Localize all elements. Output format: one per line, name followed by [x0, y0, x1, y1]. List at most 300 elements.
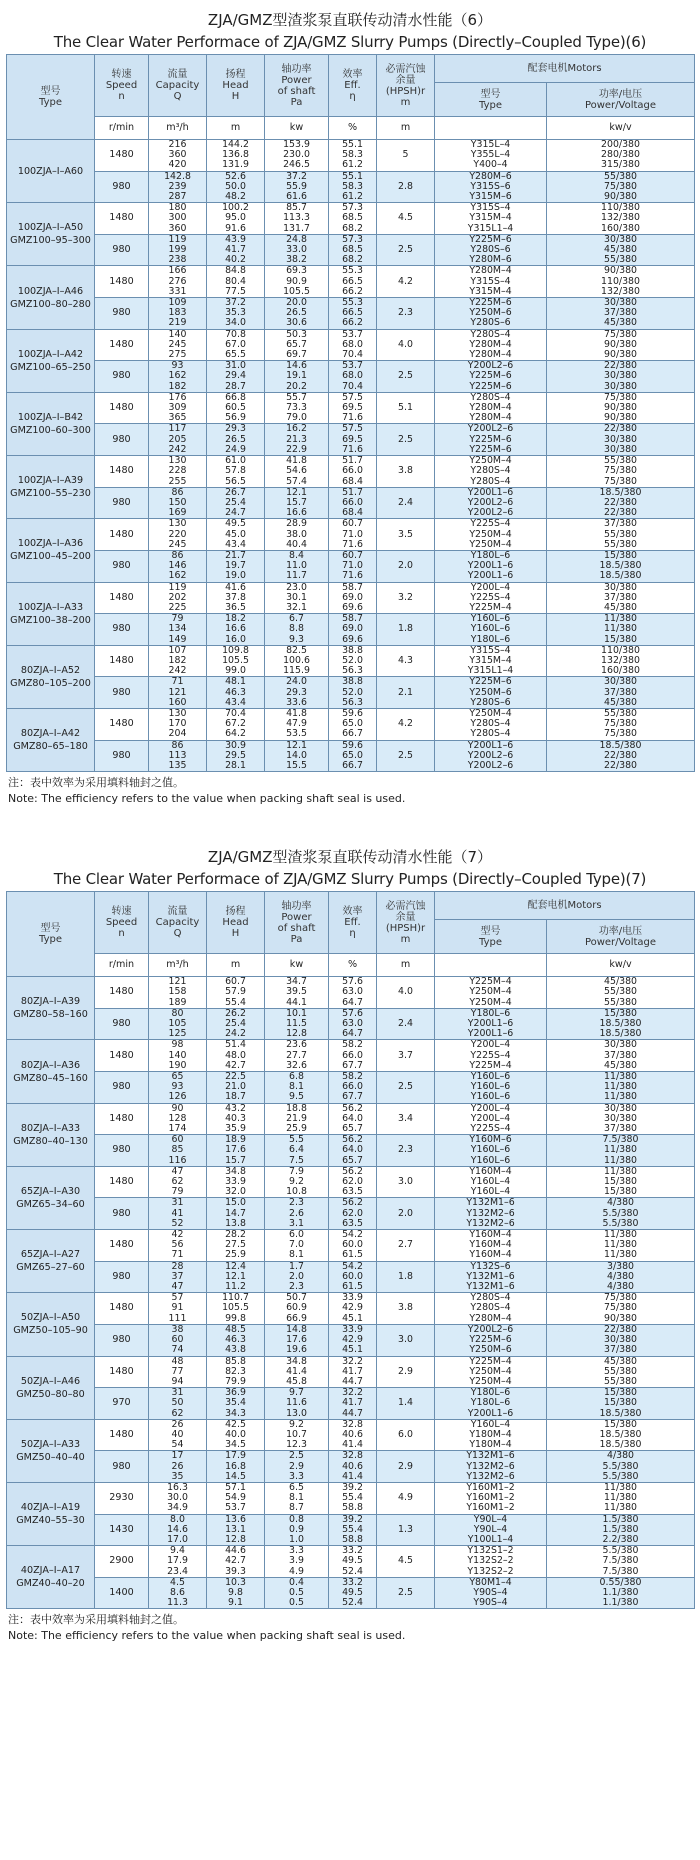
motor-power-cell: 11/380 11/380 11/380 [547, 1072, 695, 1104]
capacity-cell: 86 113 135 [149, 740, 207, 772]
section-title-en: The Clear Water Performace of ZJA/GMZ Slurry Pumps (Directly–Coupled Type)(6) [53, 33, 647, 51]
model-name: 50ZJA–I–A33 GMZ50–40–40 [7, 1419, 95, 1482]
speed-cell: 1480 [95, 329, 149, 361]
speed-cell: 980 [95, 1008, 149, 1040]
model-name: 65ZJA–I–A30 GMZ65–34–60 [7, 1166, 95, 1229]
efficiency-cell: 58.7 69.0 69.6 [329, 614, 377, 646]
capacity-cell: 119 199 238 [149, 234, 207, 266]
table-row [7, 1166, 695, 1198]
table-row [7, 1388, 695, 1420]
motor-power-cell: 45/380 55/380 55/380 [547, 977, 695, 1009]
efficiency-cell: 38.8 52.0 56.3 [329, 645, 377, 677]
npsh-cell: 3.4 [377, 1103, 435, 1135]
motor-type-cell: Y200L2–6 Y225M–6 Y225M–6 [435, 424, 547, 456]
npsh-cell: 2.5 [377, 234, 435, 266]
head-cell: 26.7 25.4 24.7 [207, 487, 265, 519]
header-eff: 效率 Eff. η [329, 55, 377, 117]
npsh-cell: 3.0 [377, 1324, 435, 1356]
efficiency-cell: 60.7 71.0 71.6 [329, 519, 377, 551]
motor-power-cell: 1.5/380 1.5/380 2.2/380 [547, 1514, 695, 1546]
model-name: 100ZJA–I–A39 GMZ100–55–230 [7, 456, 95, 519]
power-cell: 20.0 26.5 30.6 [265, 298, 329, 330]
speed-cell: 980 [95, 1451, 149, 1483]
power-cell: 0.8 0.9 1.0 [265, 1514, 329, 1546]
efficiency-cell: 57.6 63.0 64.7 [329, 977, 377, 1009]
npsh-cell: 5 [377, 140, 435, 172]
motor-type-cell: Y180L–6 Y180L–6 Y200L1–6 [435, 1388, 547, 1420]
motor-power-cell: 75/380 90/380 90/380 [547, 392, 695, 424]
capacity-cell: 26 40 54 [149, 1419, 207, 1451]
table-row [7, 424, 695, 456]
power-cell: 34.7 39.5 44.1 [265, 977, 329, 1009]
table-row [7, 298, 695, 330]
head-cell: 60.7 57.9 55.4 [207, 977, 265, 1009]
power-cell: 6.0 7.0 8.1 [265, 1230, 329, 1262]
table-row [7, 1103, 695, 1135]
table-row [7, 1324, 695, 1356]
speed-cell: 980 [95, 740, 149, 772]
head-cell: 52.6 50.0 48.2 [207, 171, 265, 203]
model-name: 40ZJA–I–A19 GMZ40–55–30 [7, 1482, 95, 1545]
efficiency-cell: 55.1 58.3 61.2 [329, 171, 377, 203]
model-name: 80ZJA–I–A52 GMZ80–105–200 [7, 645, 95, 708]
head-cell: 10.3 9.8 9.1 [207, 1577, 265, 1609]
motor-power-cell: 15/380 18.5/380 18.5/380 [547, 550, 695, 582]
table-row [7, 1514, 695, 1546]
power-cell: 12.1 14.0 15.5 [265, 740, 329, 772]
model-name: 100ZJA–I–A36 GMZ100–45–200 [7, 519, 95, 582]
head-cell: 15.0 14.7 13.8 [207, 1198, 265, 1230]
speed-cell: 1480 [95, 1166, 149, 1198]
motor-type-cell: Y160L–6 Y160L–6 Y180L–6 [435, 614, 547, 646]
motor-power-cell: 3/380 4/380 4/380 [547, 1261, 695, 1293]
capacity-cell: 17 26 35 [149, 1451, 207, 1483]
npsh-cell: 6.0 [377, 1419, 435, 1451]
motor-type-cell: Y200L–4 Y225S–4 Y225M–4 [435, 1040, 547, 1072]
table-row [7, 1577, 695, 1609]
speed-cell: 980 [95, 1135, 149, 1167]
npsh-cell: 3.7 [377, 1040, 435, 1072]
motor-power-cell: 22/380 30/380 30/380 [547, 424, 695, 456]
speed-cell: 1430 [95, 1514, 149, 1546]
capacity-cell: 47 62 79 [149, 1166, 207, 1198]
power-cell: 41.8 47.9 53.5 [265, 708, 329, 740]
capacity-cell: 71 121 160 [149, 677, 207, 709]
npsh-cell: 2.7 [377, 1230, 435, 1262]
motor-type-cell: Y225M–6 Y280S–6 Y280M–6 [435, 234, 547, 266]
efficiency-cell: 57.5 69.5 71.6 [329, 392, 377, 424]
motor-type-cell: Y180L–6 Y200L1–6 Y200L1–6 [435, 550, 547, 582]
motor-power-cell: 30/380 45/380 55/380 [547, 234, 695, 266]
motor-type-cell: Y132M1–6 Y132M2–6 Y132M2–6 [435, 1451, 547, 1483]
efficiency-cell: 58.2 66.0 67.7 [329, 1040, 377, 1072]
efficiency-cell: 56.2 62.0 63.5 [329, 1166, 377, 1198]
speed-cell: 980 [95, 1324, 149, 1356]
speed-cell: 980 [95, 424, 149, 456]
motor-type-cell: Y250M–4 Y280S–4 Y280S–4 [435, 708, 547, 740]
header-motors: 配套电机Motors [435, 892, 695, 920]
power-cell: 23.6 27.7 32.6 [265, 1040, 329, 1072]
power-cell: 23.0 30.1 32.1 [265, 582, 329, 614]
unit-row [7, 117, 695, 140]
power-cell: 16.2 21.3 22.9 [265, 424, 329, 456]
motor-power-cell: 30/380 37/380 45/380 [547, 677, 695, 709]
table-row [7, 977, 695, 1009]
model-name: 100ZJA–I–A50 GMZ100–95–300 [7, 203, 95, 266]
motor-type-cell: Y200L1–6 Y200L2–6 Y200L2–6 [435, 487, 547, 519]
motor-power-cell: 11/380 11/380 15/380 [547, 614, 695, 646]
capacity-cell: 16.3 30.0 34.9 [149, 1482, 207, 1514]
unit-cell: kw/v [547, 117, 695, 140]
table-row [7, 487, 695, 519]
table-row [7, 1198, 695, 1230]
head-cell: 44.6 42.7 39.3 [207, 1546, 265, 1578]
model-name: 50ZJA–I–A46 GMZ50–80–80 [7, 1356, 95, 1419]
head-cell: 110.7 105.5 99.8 [207, 1293, 265, 1325]
npsh-cell: 2.8 [377, 171, 435, 203]
efficiency-cell: 59.6 65.0 66.7 [329, 740, 377, 772]
header-speed: 转速 Speed n [95, 892, 149, 954]
capacity-cell: 119 202 225 [149, 582, 207, 614]
capacity-cell: 121 158 189 [149, 977, 207, 1009]
power-cell: 2.3 2.6 3.1 [265, 1198, 329, 1230]
efficiency-cell: 51.7 66.0 68.4 [329, 487, 377, 519]
head-cell: 43.2 40.3 35.9 [207, 1103, 265, 1135]
power-cell: 3.3 3.9 4.9 [265, 1546, 329, 1578]
motor-power-cell: 200/380 280/380 315/380 [547, 140, 695, 172]
motor-type-cell: Y160M1–2 Y160M1–2 Y160M1–2 [435, 1482, 547, 1514]
npsh-cell: 4.0 [377, 329, 435, 361]
section-title-en: The Clear Water Performace of ZJA/GMZ Slurry Pumps (Directly–Coupled Type)(7) [53, 870, 647, 889]
motor-type-cell: Y315S–4 Y315M–4 Y315L1–4 [435, 203, 547, 235]
efficiency-cell: 39.2 55.4 58.8 [329, 1514, 377, 1546]
npsh-cell: 1.8 [377, 1261, 435, 1293]
npsh-cell: 3.8 [377, 456, 435, 488]
speed-cell: 980 [95, 550, 149, 582]
speed-cell: 1480 [95, 1293, 149, 1325]
npsh-cell: 5.1 [377, 392, 435, 424]
capacity-cell: 79 134 149 [149, 614, 207, 646]
capacity-cell: 42 56 71 [149, 1230, 207, 1262]
speed-cell: 980 [95, 1198, 149, 1230]
efficiency-cell: 53.7 68.0 70.4 [329, 329, 377, 361]
motor-type-cell: Y225M–4 Y250M–4 Y250M–4 [435, 977, 547, 1009]
speed-cell: 2930 [95, 1482, 149, 1514]
capacity-cell: 8.0 14.6 17.0 [149, 1514, 207, 1546]
motor-power-cell: 90/380 110/380 132/380 [547, 266, 695, 298]
efficiency-cell: 32.8 40.6 41.4 [329, 1419, 377, 1451]
capacity-cell: 31 41 52 [149, 1198, 207, 1230]
power-cell: 9.7 11.6 13.0 [265, 1388, 329, 1420]
motor-type-cell: Y280S–4 Y280S–4 Y280M–4 [435, 1293, 547, 1325]
npsh-cell: 3.2 [377, 582, 435, 614]
motor-type-cell: Y200L–4 Y200L–4 Y225S–4 [435, 1103, 547, 1135]
unit-cell: m [377, 954, 435, 977]
efficiency-cell: 54.2 60.0 61.5 [329, 1230, 377, 1262]
head-cell: 26.2 25.4 24.2 [207, 1008, 265, 1040]
motor-type-cell: Y315L–4 Y355L–4 Y400–4 [435, 140, 547, 172]
power-cell: 6.8 8.1 9.5 [265, 1072, 329, 1104]
npsh-cell: 2.0 [377, 1198, 435, 1230]
table-row [7, 329, 695, 361]
performance-section-7 [0, 837, 700, 1644]
npsh-cell: 3.8 [377, 1293, 435, 1325]
note-en: Note: The efficiency refers to the value when packing shaft seal is used. [8, 792, 406, 806]
model-name: 80ZJA–I–A42 GMZ80–65–180 [7, 708, 95, 771]
motor-type-cell: Y225S–4 Y250M–4 Y250M–4 [435, 519, 547, 551]
head-cell: 109.8 105.5 99.0 [207, 645, 265, 677]
efficiency-cell: 58.7 69.0 69.6 [329, 582, 377, 614]
efficiency-cell: 32.2 41.7 44.7 [329, 1388, 377, 1420]
npsh-cell: 4.9 [377, 1482, 435, 1514]
header-head: 扬程 Head H [207, 55, 265, 117]
motor-type-cell: Y132S1–2 Y132S2–2 Y132S2–2 [435, 1546, 547, 1578]
npsh-cell: 2.9 [377, 1356, 435, 1388]
motor-power-cell: 110/380 132/380 160/380 [547, 203, 695, 235]
power-cell: 12.1 15.7 16.6 [265, 487, 329, 519]
efficiency-cell: 53.7 68.0 70.4 [329, 361, 377, 393]
model-name: 65ZJA–I–A27 GMZ65–27–60 [7, 1230, 95, 1293]
performance-table [6, 54, 695, 772]
head-cell: 48.5 46.3 43.8 [207, 1324, 265, 1356]
power-cell: 10.1 11.5 12.8 [265, 1008, 329, 1040]
unit-cell: % [329, 117, 377, 140]
capacity-cell: 4.5 8.6 11.3 [149, 1577, 207, 1609]
motor-power-cell: 7.5/380 11/380 11/380 [547, 1135, 695, 1167]
head-cell: 36.9 35.4 34.3 [207, 1388, 265, 1420]
motor-power-cell: 18.5/380 22/380 22/380 [547, 487, 695, 519]
efficiency-cell: 38.8 52.0 56.3 [329, 677, 377, 709]
motor-power-cell: 55/380 75/380 90/380 [547, 171, 695, 203]
unit-cell: m [377, 117, 435, 140]
speed-cell: 980 [95, 171, 149, 203]
capacity-cell: 86 150 169 [149, 487, 207, 519]
power-cell: 1.7 2.0 2.3 [265, 1261, 329, 1293]
head-cell: 49.5 45.0 43.4 [207, 519, 265, 551]
header-type: 型号 Type [7, 55, 95, 140]
head-cell: 41.6 37.8 36.5 [207, 582, 265, 614]
head-cell: 31.0 29.4 28.7 [207, 361, 265, 393]
speed-cell: 980 [95, 1261, 149, 1293]
power-cell: 34.8 41.4 45.8 [265, 1356, 329, 1388]
table-row [7, 708, 695, 740]
capacity-cell: 93 162 182 [149, 361, 207, 393]
speed-cell: 1400 [95, 1577, 149, 1609]
note-cn: 注：表中效率为采用填料轴封之值。 [8, 1613, 184, 1627]
capacity-cell: 28 37 47 [149, 1261, 207, 1293]
power-cell: 41.8 54.6 57.4 [265, 456, 329, 488]
power-cell: 5.5 6.4 7.5 [265, 1135, 329, 1167]
capacity-cell: 31 50 62 [149, 1388, 207, 1420]
table-row [7, 740, 695, 772]
capacity-cell: 180 300 360 [149, 203, 207, 235]
power-cell: 82.5 100.6 115.9 [265, 645, 329, 677]
motor-type-cell: Y250M–4 Y280S–4 Y280S–4 [435, 456, 547, 488]
table-row [7, 1356, 695, 1388]
npsh-cell: 2.3 [377, 1135, 435, 1167]
npsh-cell: 1.3 [377, 1514, 435, 1546]
motor-power-cell: 110/380 132/380 160/380 [547, 645, 695, 677]
efficiency-cell: 57.6 63.0 64.7 [329, 1008, 377, 1040]
table-row [7, 1261, 695, 1293]
npsh-cell: 2.1 [377, 677, 435, 709]
unit-cell: r/min [95, 954, 149, 977]
header-npsh: 必需汽蚀 余量 (HPSH)r m [377, 55, 435, 117]
motor-power-cell: 11/380 11/380 11/380 [547, 1230, 695, 1262]
model-name: 100ZJA–I–A60 [7, 140, 95, 203]
capacity-cell: 80 105 125 [149, 1008, 207, 1040]
motor-type-cell: Y160M–4 Y160L–4 Y160L–4 [435, 1166, 547, 1198]
efficiency-cell: 51.7 66.0 68.4 [329, 456, 377, 488]
motor-type-cell: Y132M1–6 Y132M2–6 Y132M2–6 [435, 1198, 547, 1230]
unit-cell: m³/h [149, 117, 207, 140]
motor-power-cell: 55/380 75/380 75/380 [547, 456, 695, 488]
section-title-cn: ZJA/GMZ型渣浆泵直联传动清水性能（7） [207, 848, 493, 867]
motor-power-cell: 22/380 30/380 37/380 [547, 1324, 695, 1356]
motor-power-cell: 30/380 30/380 37/380 [547, 1103, 695, 1135]
efficiency-cell: 57.3 68.5 68.2 [329, 203, 377, 235]
capacity-cell: 90 128 174 [149, 1103, 207, 1135]
head-cell: 37.2 35.3 34.0 [207, 298, 265, 330]
unit-cell: % [329, 954, 377, 977]
table-row [7, 1135, 695, 1167]
motor-power-cell: 37/380 55/380 55/380 [547, 519, 695, 551]
efficiency-cell: 33.9 42.9 45.1 [329, 1293, 377, 1325]
unit-row [7, 954, 695, 977]
head-cell: 13.6 13.1 12.8 [207, 1514, 265, 1546]
motor-type-cell: Y280S–4 Y280M–4 Y280M–4 [435, 392, 547, 424]
header-motor-type: 型号 Type [435, 920, 547, 954]
performance-table [6, 891, 695, 1609]
header-power: 轴功率 Power of shaft Pa [265, 892, 329, 954]
motor-power-cell: 18.5/380 22/380 22/380 [547, 740, 695, 772]
motor-type-cell: Y160L–4 Y180M–4 Y180M–4 [435, 1419, 547, 1451]
table-row [7, 1546, 695, 1578]
motor-power-cell: 4/380 5.5/380 5.5/380 [547, 1198, 695, 1230]
motor-power-cell: 45/380 55/380 55/380 [547, 1356, 695, 1388]
table-row [7, 614, 695, 646]
model-name: 100ZJA–I–A46 GMZ100–80–280 [7, 266, 95, 329]
capacity-cell: 142.8 239 287 [149, 171, 207, 203]
head-cell: 18.9 17.6 15.7 [207, 1135, 265, 1167]
head-cell: 43.9 41.7 40.2 [207, 234, 265, 266]
head-cell: 42.5 40.0 34.5 [207, 1419, 265, 1451]
speed-cell: 1480 [95, 977, 149, 1009]
motor-type-cell: Y225M–6 Y250M–6 Y280S–6 [435, 298, 547, 330]
capacity-cell: 140 245 275 [149, 329, 207, 361]
power-cell: 28.9 38.0 40.4 [265, 519, 329, 551]
efficiency-cell: 57.3 68.5 68.2 [329, 234, 377, 266]
table-row [7, 1293, 695, 1325]
power-cell: 18.8 21.9 25.9 [265, 1103, 329, 1135]
table-row [7, 361, 695, 393]
head-cell: 66.8 60.5 56.9 [207, 392, 265, 424]
model-name: 100ZJA–I–A33 GMZ100–38–200 [7, 582, 95, 645]
header-capacity: 流量 Capacity Q [149, 55, 207, 117]
speed-cell: 2900 [95, 1546, 149, 1578]
model-name: 80ZJA–I–A33 GMZ80–40–130 [7, 1103, 95, 1166]
header-npsh: 必需汽蚀 余量 (HPSH)r m [377, 892, 435, 954]
capacity-cell: 216 360 420 [149, 140, 207, 172]
capacity-cell: 130 170 204 [149, 708, 207, 740]
head-cell: 70.4 67.2 64.2 [207, 708, 265, 740]
motor-power-cell: 11/380 11/380 11/380 [547, 1482, 695, 1514]
capacity-cell: 60 85 116 [149, 1135, 207, 1167]
npsh-cell: 2.5 [377, 424, 435, 456]
capacity-cell: 65 93 126 [149, 1072, 207, 1104]
capacity-cell: 166 276 331 [149, 266, 207, 298]
speed-cell: 980 [95, 614, 149, 646]
capacity-cell: 48 77 94 [149, 1356, 207, 1388]
power-cell: 2.5 2.9 3.3 [265, 1451, 329, 1483]
head-cell: 12.4 12.1 11.2 [207, 1261, 265, 1293]
speed-cell: 1480 [95, 519, 149, 551]
power-cell: 37.2 55.9 61.6 [265, 171, 329, 203]
motor-power-cell: 22/380 30/380 30/380 [547, 361, 695, 393]
table-row [7, 392, 695, 424]
efficiency-cell: 54.2 60.0 61.5 [329, 1261, 377, 1293]
unit-cell: kw/v [547, 954, 695, 977]
speed-cell: 1480 [95, 392, 149, 424]
npsh-cell: 2.4 [377, 487, 435, 519]
power-cell: 55.7 73.3 79.0 [265, 392, 329, 424]
table-row [7, 677, 695, 709]
head-cell: 29.3 26.5 24.9 [207, 424, 265, 456]
unit-cell [435, 117, 547, 140]
header-motor-power: 功率/电压 Power/Voltage [547, 83, 695, 117]
motor-power-cell: 15/380 18.5/380 18.5/380 [547, 1419, 695, 1451]
unit-cell: m [207, 117, 265, 140]
npsh-cell: 1.4 [377, 1388, 435, 1420]
header-head: 扬程 Head H [207, 892, 265, 954]
speed-cell: 1480 [95, 456, 149, 488]
npsh-cell: 2.5 [377, 361, 435, 393]
table-row [7, 645, 695, 677]
unit-cell: kw [265, 954, 329, 977]
efficiency-cell: 33.9 42.9 45.1 [329, 1324, 377, 1356]
header-eff: 效率 Eff. η [329, 892, 377, 954]
table-row [7, 1008, 695, 1040]
efficiency-cell: 56.2 64.0 65.7 [329, 1103, 377, 1135]
power-cell: 50.7 60.9 66.9 [265, 1293, 329, 1325]
motor-power-cell: 75/380 90/380 90/380 [547, 329, 695, 361]
power-cell: 85.7 113.3 131.7 [265, 203, 329, 235]
speed-cell: 980 [95, 487, 149, 519]
table-row [7, 1230, 695, 1262]
efficiency-cell: 57.5 69.5 71.6 [329, 424, 377, 456]
motor-type-cell: Y200L–4 Y225S–4 Y225M–4 [435, 582, 547, 614]
motor-power-cell: 0.55/380 1.1/380 1.1/380 [547, 1577, 695, 1609]
table-row [7, 1451, 695, 1483]
head-cell: 61.0 57.8 56.5 [207, 456, 265, 488]
motor-power-cell: 55/380 75/380 75/380 [547, 708, 695, 740]
head-cell: 34.8 33.9 32.0 [207, 1166, 265, 1198]
npsh-cell: 1.8 [377, 614, 435, 646]
npsh-cell: 3.0 [377, 1166, 435, 1198]
efficiency-cell: 60.7 71.0 71.6 [329, 550, 377, 582]
head-cell: 28.2 27.5 25.9 [207, 1230, 265, 1262]
capacity-cell: 57 91 111 [149, 1293, 207, 1325]
model-name: 100ZJA–I–B42 GMZ100–60–300 [7, 392, 95, 455]
head-cell: 70.8 67.0 65.5 [207, 329, 265, 361]
efficiency-cell: 58.2 66.0 67.7 [329, 1072, 377, 1104]
power-cell: 9.2 10.7 12.3 [265, 1419, 329, 1451]
capacity-cell: 38 60 74 [149, 1324, 207, 1356]
table-row [7, 1482, 695, 1514]
model-name: 100ZJA–I–A42 GMZ100–65–250 [7, 329, 95, 392]
efficiency-cell: 56.2 62.0 63.5 [329, 1198, 377, 1230]
table-row [7, 1040, 695, 1072]
